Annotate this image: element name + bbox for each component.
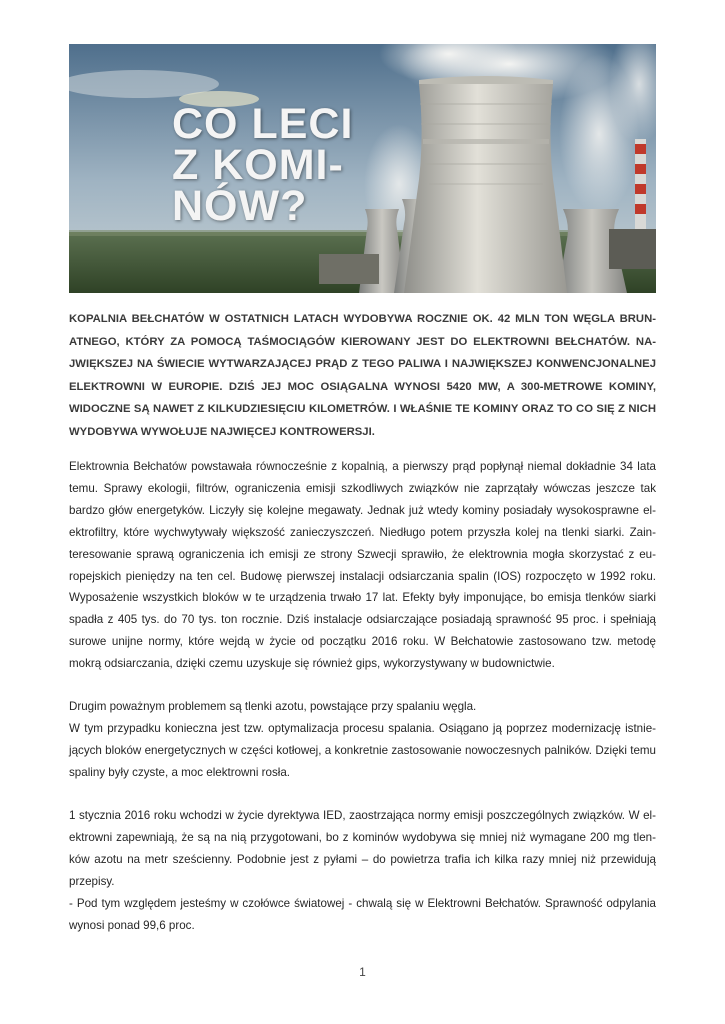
hero-title-line-3: NÓW? (172, 182, 308, 230)
body-paragraph-3 (69, 805, 656, 936)
body-paragraph-1: Elektrownia Bełchatów powstawała równocześnie z kopalnią, a pierwszy prąd popłynął niemal dokładnie 34 lata temu. Sprawy ekologii, filtrów, ograniczenia emisji szkodliwych związków nie zaprzątały wówczas jeszcze tak bardzo głów energetyków. Liczyły się kolejne megawaty. Jednak już wtedy kominy posiadały wysokosprawne el-ektrofiltry, które wychwytywały większość zanieczyszczeń. Niedługo potem przyszła kolej na tlenki siarki. Zain-teresowanie sprawą ograniczenia ich emisji ze strony Szwecji sprawiło, że elektrownia mogła skorzystać z eu-ropejskich pieniędzy na ten cel. Budowę pierwszej instalacji odsiarczania spalin (IOS) rozpoczęto w 1992 roku. Wyposażenie wszystkich bloków w te urządzenia trwało 17 lat. Efekty były imponujące, bo emisja tlenków siarki spadła z 405 tys. do 70 tys. ton rocznie. Dziś instalacje odsiarczające posiadają sprawność 95 proc. i spełniają surowe unijne normy, które wejdą w życie od początku 2016 roku. W Bełchatowie zastosowano tzw. metodę mokrą odsiarczania, dzięki czemu uzyskuje się również gips, wykorzystywany w budownictwie. (69, 460, 656, 671)
page-number: 1 (359, 965, 366, 979)
body-paragraph-2-line-1: Drugim poważnym problemem są tlenki azotu, powstające przy spalaniu węgla. (69, 700, 477, 713)
hero-title-line-1: CO LECI (172, 100, 354, 148)
body-paragraph-2-line-2: W tym przypadku konieczna jest tzw. optymalizacja procesu spalania. Osiągano ją poprzez modernizację istnie-jących bloków energetycznych w części kotłowej, a konkretnie zastosowanie nowoczesnych palników. Dzięki temu spaliny były czyste, a moc elektrowni rosła. (69, 721, 656, 779)
body-paragraph-2 (69, 696, 656, 784)
power-plant-photo (69, 44, 656, 293)
lead-paragraph: KOPALNIA BEŁCHATÓW W OSTATNICH LATACH WYDOBYWA ROCZNIE OK. 42 MLN TON WĘGLA BRUN-ATNEGO, KTÓRY ZA POMOCĄ TAŚMOCIĄGÓW KIEROWANY JEST DO ELEKTROWNI BEŁCHATÓW. NA-JWIĘKSZEJ NA ŚWIECIE WYTWARZAJĄCEJ PRĄD Z TEGO PALIWA I NAJWIĘKSZEJ KONWENCJONALNEJ ELEKTROWNI W EUROPIE. DZIŚ JEJ MOC OSIĄGALNA WYNOSI 5420 MW, A 300-METROWE KOMINY, WIDOCZNE SĄ NAWET Z KILKUDZIESIĘCIU KILOMETRÓW. I WŁAŚNIE TE KOMINY ORAZ TO CO SIĘ Z NICH WYDOBYWA WYWOŁUJE NAJWIĘCEJ KONTROWERSJI. (69, 313, 656, 438)
body-paragraph-3-line-2: - Pod tym względem jesteśmy w czołówce światowej - chwalą się w Elektrowni Bełchatów. Sprawność odpylania wynosi ponad 99,6 proc. (69, 896, 656, 932)
hero-title-line-2: Z KOMI- (172, 141, 344, 189)
body-paragraph-3-line-1: 1 stycznia 2016 roku wchodzi w życie dyrektywa IED, zaostrzająca normy emisji poszczególnych związków. W el-ektrowni zapewniają, że są na nią przygotowani, bo z kominów wydobywa się mniej niż wymagane 200 mg tlen-ków azotu na metr sześcienny. Podobnie jest z pyłami – do powietrza trafia ich kilka razy mniej niż przewidują przepisy. (69, 809, 656, 888)
hero-image (69, 44, 656, 293)
hero-title (172, 100, 354, 230)
